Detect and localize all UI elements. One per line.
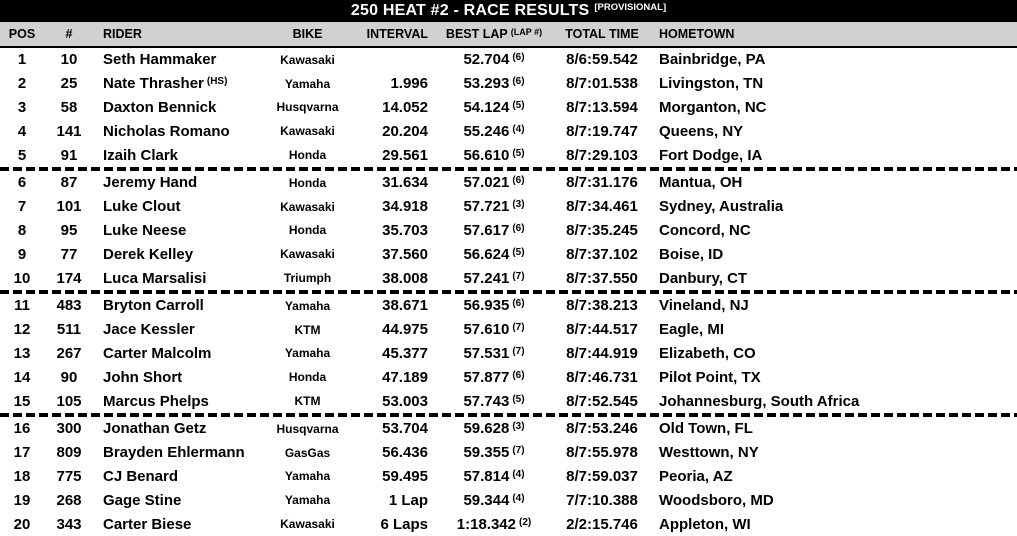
best-lap-time: 59.628: [463, 420, 510, 438]
table-row: [0, 512, 1017, 536]
best-lap-number-superscript: (5): [512, 393, 525, 405]
cell-rider-number: 101: [56, 198, 82, 216]
best-lap-time: 57.617: [463, 221, 510, 239]
cell-rider-name: [94, 393, 255, 410]
cell-best-lap: [432, 516, 556, 533]
cell-interval: 35.703: [382, 221, 428, 239]
cell-rider-name: [94, 198, 255, 215]
rider-note-superscript: (HS): [206, 76, 228, 88]
best-lap-time: 57.610: [463, 321, 510, 339]
best-lap-number-superscript: (3): [512, 421, 525, 433]
best-lap-number-superscript: (6): [512, 175, 525, 187]
rider-name: Gage Stine: [103, 491, 182, 509]
cell-position: 11: [14, 297, 30, 315]
best-lap-number-superscript: (6): [512, 369, 525, 381]
cell-hometown: Fort Dodge, IA: [659, 146, 763, 164]
cell-rider-number: 95: [60, 221, 78, 239]
cell-total-time: 8/7:35.245: [566, 221, 638, 239]
table-row: [0, 96, 1017, 120]
cell-rider-name: [94, 420, 255, 437]
cell-rider-number: 809: [56, 444, 82, 462]
cell-bike: Kawasaki: [280, 199, 335, 214]
rider-name: Luke Clout: [103, 198, 181, 216]
cell-position: 6: [17, 174, 27, 192]
cell-bike: Honda: [288, 223, 327, 238]
best-lap-number-superscript: (7): [512, 445, 525, 457]
cell-total-time: 8/7:37.550: [566, 269, 638, 287]
cell-best-lap: [432, 99, 556, 116]
cell-total-time: 8/7:37.102: [566, 245, 638, 263]
best-lap-time: 56.624: [463, 245, 510, 263]
cell-hometown: Pilot Point, TX: [659, 368, 761, 386]
cell-bike: Triumph: [283, 271, 332, 286]
cell-position: 19: [13, 491, 31, 509]
table-row: [0, 465, 1017, 489]
cell-total-time: 8/7:53.246: [566, 420, 638, 438]
cell-interval: 53.003: [382, 392, 428, 410]
cell-rider-number: 10: [60, 51, 78, 69]
cell-best-lap: [432, 147, 556, 164]
cell-best-lap: [432, 492, 556, 509]
cell-hometown: Old Town, FL: [659, 420, 753, 438]
cell-rider-name: [94, 75, 255, 92]
table-row: [0, 365, 1017, 389]
cell-bike: Honda: [288, 148, 327, 163]
best-lap-time: 57.531: [463, 344, 510, 362]
cell-bike: Yamaha: [284, 298, 331, 313]
cell-rider-name: [94, 516, 255, 533]
cell-hometown: Sydney, Australia: [659, 198, 784, 216]
cell-interval: 53.704: [382, 420, 428, 438]
cell-position: 3: [17, 98, 27, 116]
cell-position: 12: [13, 321, 31, 339]
rider-name: Carter Biese: [103, 515, 192, 533]
cell-position: 15: [13, 392, 31, 410]
cell-best-lap: [432, 468, 556, 485]
cell-total-time: 8/7:13.594: [566, 98, 638, 116]
best-lap-time: 56.935: [463, 297, 510, 315]
cell-interval: 44.975: [382, 321, 428, 339]
cell-hometown: Mantua, OH: [659, 174, 743, 192]
cell-total-time: 8/7:59.037: [566, 467, 638, 485]
table-row: [0, 342, 1017, 366]
rider-name: Brayden Ehlermann: [103, 444, 245, 462]
cell-interval: 56.436: [382, 444, 428, 462]
cell-bike: Yamaha: [284, 469, 331, 484]
header-total-time: TOTAL TIME: [565, 27, 639, 41]
cell-total-time: 8/7:31.176: [566, 174, 638, 192]
rider-name: Carter Malcolm: [103, 344, 212, 362]
cell-position: 20: [13, 515, 31, 533]
cell-interval: 20.204: [382, 122, 428, 140]
cell-total-time: 8/7:38.213: [566, 297, 638, 315]
table-row: [0, 294, 1017, 318]
cell-bike: Husqvarna: [276, 421, 339, 436]
cell-position: 1: [17, 51, 27, 69]
table-row: [0, 242, 1017, 266]
cell-best-lap: [432, 222, 556, 239]
cell-position: 14: [13, 368, 31, 386]
best-lap-number-superscript: (2): [518, 516, 532, 528]
cell-hometown: Eagle, MI: [659, 321, 725, 339]
cell-rider-number: 775: [56, 467, 82, 485]
best-lap-number-superscript: (4): [512, 123, 525, 135]
header-rider: RIDER: [103, 27, 142, 41]
best-lap-time: 53.293: [463, 75, 510, 93]
table-row: [0, 195, 1017, 219]
best-lap-time: 59.355: [463, 444, 510, 462]
cell-interval: 1.996: [390, 75, 428, 93]
cell-position: 10: [13, 269, 31, 287]
best-lap-number-superscript: (6): [512, 298, 525, 310]
rider-name: CJ Benard: [103, 467, 179, 485]
cell-rider-name: [94, 321, 255, 338]
cell-hometown: Johannesburg, South Africa: [659, 392, 860, 410]
best-lap-number-superscript: (5): [512, 99, 525, 111]
cell-bike: Honda: [288, 370, 327, 385]
cell-best-lap: [432, 393, 556, 410]
cell-interval: 1 Lap: [388, 491, 428, 509]
best-lap-number-superscript: (6): [512, 222, 525, 234]
best-lap-time: 59.344: [463, 491, 510, 509]
cell-bike: Yamaha: [284, 76, 331, 91]
cell-interval: 29.561: [382, 146, 428, 164]
cell-bike: Kawasaki: [280, 52, 335, 67]
cell-position: 7: [17, 198, 27, 216]
cell-best-lap: [432, 420, 556, 437]
cell-rider-number: 90: [60, 368, 78, 386]
cell-rider-name: [94, 123, 255, 140]
cell-rider-number: 58: [60, 98, 78, 116]
best-lap-time: 55.246: [463, 122, 510, 140]
rider-name: Daxton Bennick: [103, 98, 217, 116]
title-bar: [0, 0, 1017, 22]
best-lap-number-superscript: (3): [512, 199, 525, 211]
table-row: [0, 119, 1017, 143]
cell-total-time: 8/7:44.919: [566, 344, 638, 362]
cell-hometown: Westtown, NY: [659, 444, 759, 462]
rider-name: Seth Hammaker: [103, 51, 217, 69]
cell-rider-name: [94, 444, 255, 461]
header-best-lap-label: BEST LAP: [445, 27, 508, 41]
cell-best-lap: [432, 246, 556, 263]
header-interval: INTERVAL: [366, 27, 428, 41]
cell-interval: 34.918: [382, 198, 428, 216]
cell-total-time: 8/7:01.538: [566, 75, 638, 93]
cell-rider-number: 174: [56, 269, 82, 287]
cell-interval: 47.189: [382, 368, 428, 386]
cell-total-time: 2/2:15.746: [566, 515, 638, 533]
rider-name: Jonathan Getz: [103, 420, 207, 438]
best-lap-number-superscript: (5): [512, 147, 525, 159]
cell-position: 9: [17, 245, 27, 263]
cell-total-time: 8/7:29.103: [566, 146, 638, 164]
cell-total-time: 8/7:46.731: [566, 368, 638, 386]
cell-bike: KTM: [294, 322, 321, 337]
table-header: [0, 22, 1017, 48]
cell-rider-number: 300: [56, 420, 82, 438]
cell-rider-name: [94, 270, 255, 287]
best-lap-time: 54.124: [463, 98, 510, 116]
cell-rider-number: 105: [56, 392, 82, 410]
cell-best-lap: [432, 198, 556, 215]
header-lap-number-superscript: (LAP #): [510, 27, 543, 37]
results-table-body: [0, 48, 1017, 536]
rider-name: Luke Neese: [103, 221, 187, 239]
cell-bike: Kawasaki: [280, 517, 335, 532]
cell-interval: 6 Laps: [380, 515, 428, 533]
table-row: [0, 171, 1017, 195]
cell-total-time: 8/6:59.542: [566, 51, 638, 69]
cell-interval: 59.495: [382, 467, 428, 485]
cell-interval: 45.377: [382, 344, 428, 362]
cell-rider-name: [94, 345, 255, 362]
best-lap-time: 56.610: [463, 146, 510, 164]
page-title: 250 HEAT #2 - RACE RESULTS: [350, 2, 590, 19]
cell-hometown: Concord, NC: [659, 221, 751, 239]
rider-name: Jace Kessler: [103, 321, 195, 339]
best-lap-time: 57.021: [463, 174, 510, 192]
table-row: [0, 72, 1017, 96]
header-hometown: HOMETOWN: [659, 27, 735, 41]
table-row: [0, 417, 1017, 441]
cell-rider-number: 483: [56, 297, 82, 315]
cell-best-lap: [432, 270, 556, 287]
cell-total-time: 8/7:19.747: [566, 122, 638, 140]
cell-total-time: 8/7:52.545: [566, 392, 638, 410]
cell-rider-number: 91: [60, 146, 78, 164]
cell-bike: GasGas: [284, 445, 331, 460]
header-bike: BIKE: [292, 27, 323, 41]
cell-bike: Husqvarna: [276, 100, 339, 115]
cell-bike: Kawasaki: [280, 124, 335, 139]
best-lap-number-superscript: (6): [512, 76, 525, 88]
cell-bike: Yamaha: [284, 346, 331, 361]
cell-rider-number: 268: [56, 491, 82, 509]
header-best-lap: [432, 27, 556, 41]
best-lap-time: 57.241: [463, 269, 510, 287]
cell-hometown: Queens, NY: [659, 122, 744, 140]
rider-name: Nicholas Romano: [103, 122, 230, 140]
table-row: [0, 441, 1017, 465]
best-lap-time: 57.814: [463, 467, 510, 485]
best-lap-number-superscript: (7): [512, 270, 525, 282]
cell-rider-name: [94, 297, 255, 314]
cell-interval: 14.052: [382, 98, 428, 116]
header-rider-number: #: [65, 27, 73, 41]
cell-rider-name: [94, 222, 255, 239]
cell-position: 2: [17, 75, 27, 93]
best-lap-number-superscript: (5): [512, 246, 525, 258]
cell-total-time: 7/7:10.388: [566, 491, 638, 509]
rider-name: John Short: [103, 368, 183, 386]
cell-rider-name: [94, 369, 255, 386]
rider-name: Nate Thrasher: [103, 75, 204, 93]
cell-hometown: Elizabeth, CO: [659, 344, 756, 362]
cell-position: 5: [17, 146, 27, 164]
cell-interval: 38.008: [382, 269, 428, 287]
cell-rider-name: [94, 492, 255, 509]
cell-hometown: Morganton, NC: [659, 98, 767, 116]
cell-best-lap: [432, 345, 556, 362]
table-row: [0, 266, 1017, 290]
cell-interval: 31.634: [382, 174, 428, 192]
cell-hometown: Woodsboro, MD: [659, 491, 774, 509]
cell-bike: Yamaha: [284, 493, 331, 508]
cell-hometown: Danbury, CT: [659, 269, 748, 287]
cell-best-lap: [432, 369, 556, 386]
rider-name: Bryton Carroll: [103, 297, 204, 315]
cell-hometown: Vineland, NJ: [659, 297, 749, 315]
cell-total-time: 8/7:55.978: [566, 444, 638, 462]
rider-name: Jeremy Hand: [103, 174, 198, 192]
cell-best-lap: [432, 297, 556, 314]
cell-bike: Honda: [288, 175, 327, 190]
cell-hometown: Boise, ID: [659, 245, 724, 263]
rider-name: Derek Kelley: [103, 245, 194, 263]
best-lap-time: 1:18.342: [456, 515, 516, 533]
table-row: [0, 48, 1017, 72]
best-lap-time: 57.877: [463, 368, 510, 386]
cell-rider-name: [94, 51, 255, 68]
cell-interval: 38.671: [382, 297, 428, 315]
cell-rider-name: [94, 468, 255, 485]
cell-rider-number: 267: [56, 344, 82, 362]
cell-bike: KTM: [294, 394, 321, 409]
cell-total-time: 8/7:34.461: [566, 198, 638, 216]
cell-hometown: Livingston, TN: [659, 75, 764, 93]
best-lap-number-superscript: (6): [512, 52, 525, 64]
cell-hometown: Bainbridge, PA: [659, 51, 766, 69]
best-lap-number-superscript: (4): [512, 468, 525, 480]
cell-rider-number: 87: [60, 174, 78, 192]
cell-best-lap: [432, 174, 556, 191]
cell-best-lap: [432, 51, 556, 68]
best-lap-number-superscript: (4): [512, 492, 525, 504]
cell-hometown: Appleton, WI: [659, 515, 751, 533]
cell-best-lap: [432, 123, 556, 140]
best-lap-time: 52.704: [463, 51, 510, 69]
best-lap-number-superscript: (7): [512, 322, 525, 334]
cell-rider-number: 141: [56, 122, 82, 140]
table-row: [0, 318, 1017, 342]
rider-name: Izaih Clark: [103, 146, 179, 164]
best-lap-number-superscript: (7): [512, 345, 525, 357]
cell-interval: 37.560: [382, 245, 428, 263]
cell-best-lap: [432, 321, 556, 338]
cell-position: 4: [17, 122, 27, 140]
table-row: [0, 389, 1017, 413]
cell-rider-name: [94, 246, 255, 263]
best-lap-time: 57.743: [463, 392, 510, 410]
cell-rider-name: [94, 147, 255, 164]
cell-position: 13: [13, 344, 31, 362]
cell-hometown: Peoria, AZ: [659, 467, 733, 485]
header-position: POS: [8, 27, 36, 41]
cell-rider-number: 25: [60, 75, 78, 93]
provisional-badge: [PROVISIONAL]: [594, 1, 667, 13]
cell-rider-number: 343: [56, 515, 82, 533]
cell-bike: Kawasaki: [280, 247, 335, 262]
cell-position: 17: [13, 444, 31, 462]
cell-rider-number: 511: [56, 321, 82, 339]
cell-rider-number: 77: [60, 245, 78, 263]
cell-total-time: 8/7:44.517: [566, 321, 638, 339]
best-lap-time: 57.721: [463, 198, 510, 216]
cell-best-lap: [432, 75, 556, 92]
table-row: [0, 143, 1017, 167]
cell-rider-name: [94, 99, 255, 116]
cell-position: 16: [13, 420, 31, 438]
cell-position: 8: [17, 221, 27, 239]
table-row: [0, 488, 1017, 512]
rider-name: Luca Marsalisi: [103, 269, 207, 287]
cell-position: 18: [13, 467, 31, 485]
cell-rider-name: [94, 174, 255, 191]
table-row: [0, 219, 1017, 243]
rider-name: Marcus Phelps: [103, 392, 209, 410]
cell-best-lap: [432, 444, 556, 461]
